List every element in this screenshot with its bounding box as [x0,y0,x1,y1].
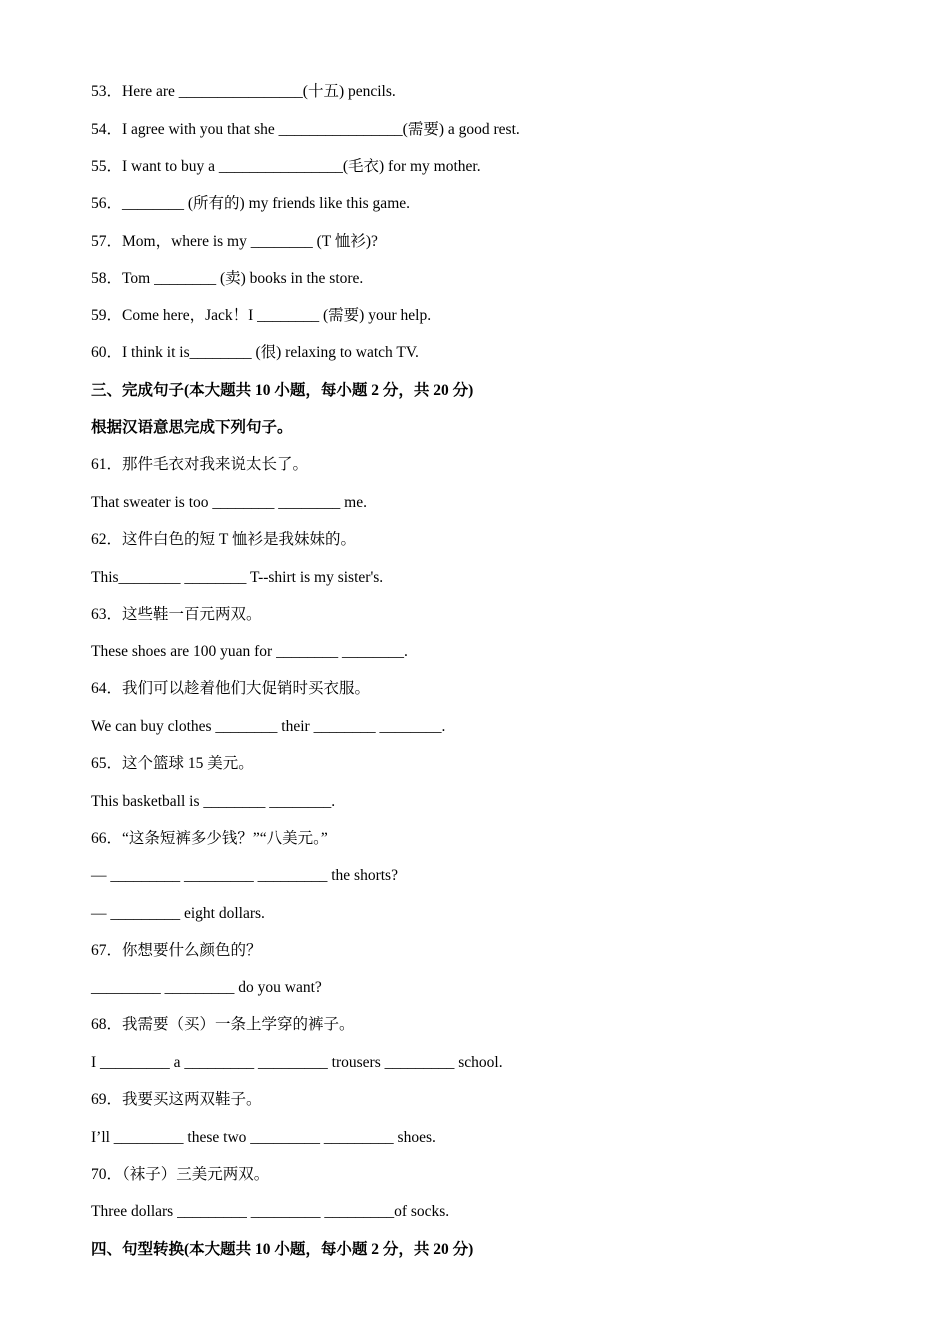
exercise-line: That sweater is too ________ ________ me. [91,494,367,511]
exercise-line: — _________ eight dollars. [91,905,265,922]
exercise-line: 64．我们可以趁着他们大促销时买衣服。 [91,680,371,697]
exercise-line: 57．Mom，where is my ________ (T 恤衫)? [91,233,378,250]
exercise-line: 59．Come here，Jack！I ________ (需要) your help. [91,307,432,324]
section-heading: 根据汉语意思完成下列句子。 [91,419,293,436]
exercise-line: 67．你想要什么颜色的？ [91,942,262,959]
exercise-line: 70．（袜子）三美元两双。 [91,1166,270,1183]
exercise-line: We can buy clothes ________ their ________ ________. [91,718,446,735]
exercise-line: These shoes are 100 yuan for ________ ________. [91,643,408,660]
exercise-line: I’ll _________ these two _________ _________ shoes. [91,1129,436,1146]
exercise-line: I _________ a _________ _________ trousers _________ school. [91,1054,503,1071]
exercise-line: 53．Here are ________________(十五) pencils. [91,83,396,100]
exercise-line: This basketball is ________ ________. [91,793,336,810]
exercise-line: Three dollars _________ _________ _________of socks. [91,1203,450,1220]
exercise-line: 54．I agree with you that she ________________(需要) a good rest. [91,121,520,138]
exercise-line: — _________ _________ _________ the shorts? [91,867,398,884]
exercise-line: 56．________ (所有的) my friends like this game. [91,195,410,212]
exercise-line: 69．我要买这两双鞋子。 [91,1091,262,1108]
exercise-line: 58．Tom ________ (卖) books in the store. [91,270,364,287]
exercise-line: 68．我需要（买）一条上学穿的裤子。 [91,1016,355,1033]
exercise-line: 60．I think it is________ (很) relaxing to watch TV. [91,344,419,361]
section-heading: 四、句型转换(本大题共 10 小题，每小题 2 分，共 20 分) [91,1241,474,1258]
exercise-line: 61．那件毛衣对我来说太长了。 [91,456,309,473]
exercise-line: _________ _________ do you want? [91,979,322,996]
exercise-line: 62．这件白色的短 T 恤衫是我妹妹的。 [91,531,356,548]
section-heading: 三、完成句子(本大题共 10 小题，每小题 2 分，共 20 分) [91,382,474,399]
exercise-line: 63．这些鞋一百元两双。 [91,606,262,623]
exercise-line: 55．I want to buy a ________________(毛衣) for my mother. [91,158,481,175]
exercise-line: 65．这个篮球 15 美元。 [91,755,254,772]
exercise-line: This________ ________ T--shirt is my sister's. [91,569,384,586]
exercise-line: 66．“这条短裤多少钱？”“八美元。” [91,830,328,847]
